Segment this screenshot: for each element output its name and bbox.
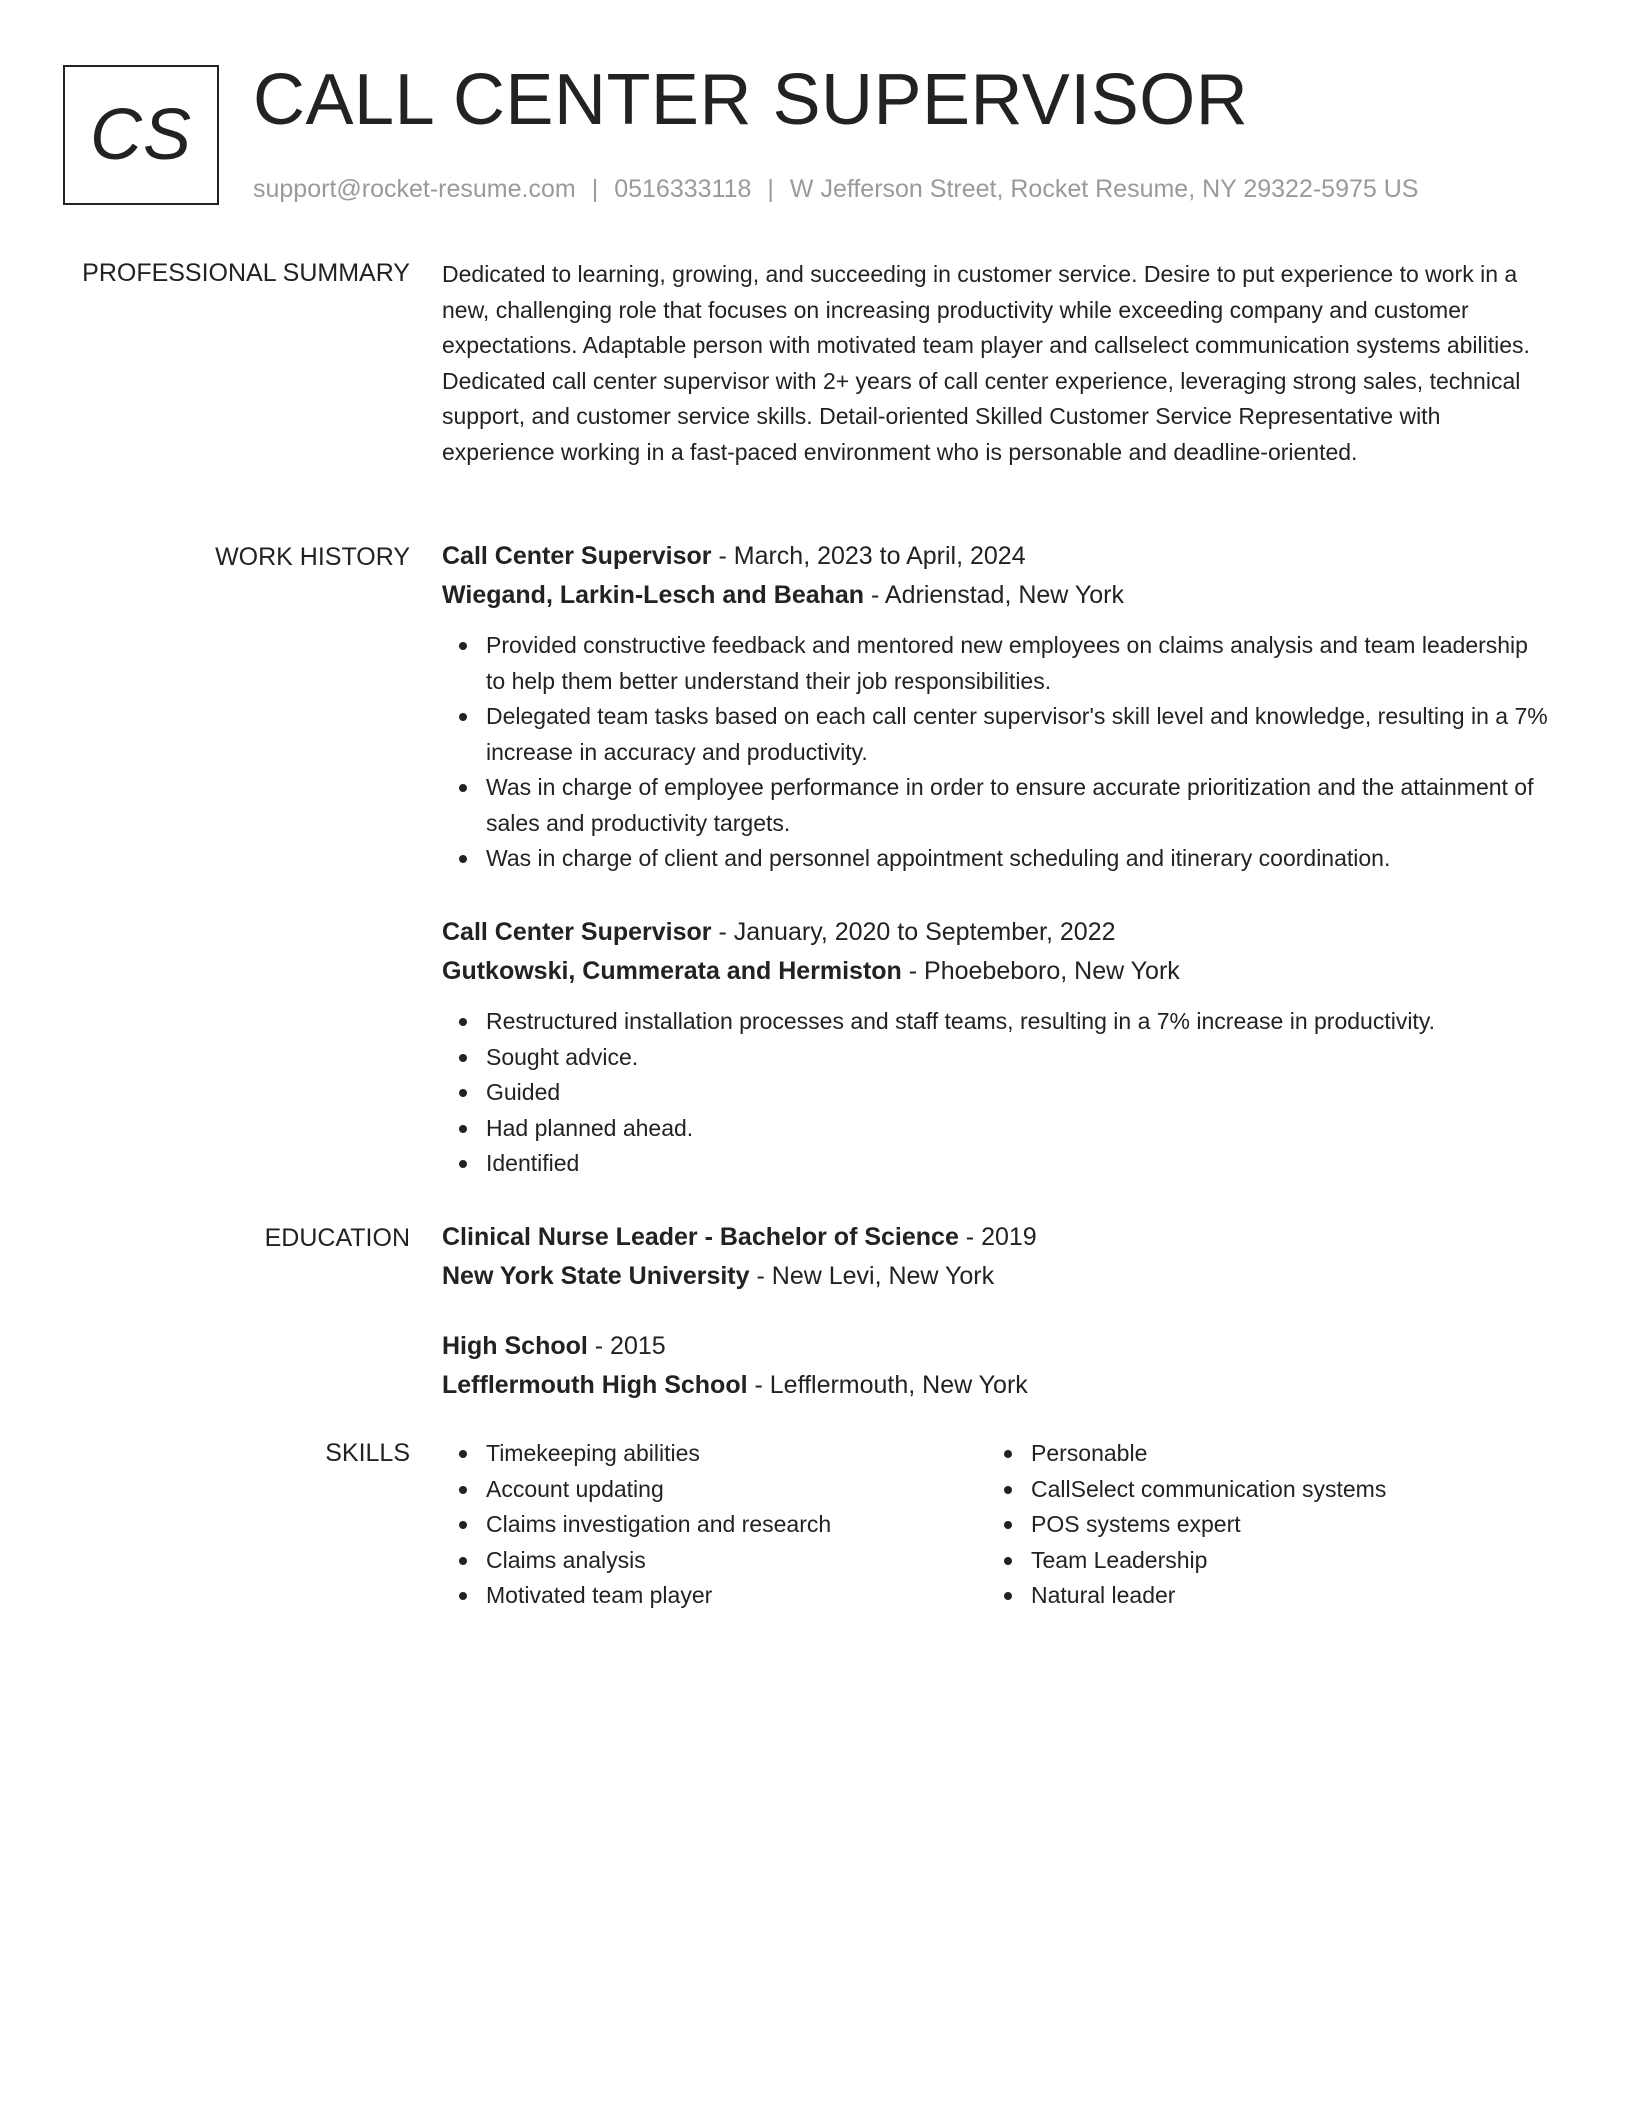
education-entry xyxy=(442,1327,1552,1405)
job-bullets xyxy=(442,1004,1552,1182)
contact-email: support@rocket-resume.com xyxy=(253,175,576,203)
skill-item: Motivated team player xyxy=(442,1578,982,1614)
resume-title: CALL CENTER SUPERVISOR xyxy=(253,60,1249,140)
monogram-initials: CS xyxy=(89,95,193,175)
job-dates: - March, 2023 to April, 2024 xyxy=(711,542,1026,570)
job-bullets xyxy=(442,628,1552,877)
job-bullet: Identified xyxy=(442,1146,1552,1182)
employer-location: - Phoebeboro, New York xyxy=(901,957,1180,985)
school-line xyxy=(442,1257,1552,1296)
school-location: - Lefflermouth, New York xyxy=(747,1371,1028,1399)
section-label-education: EDUCATION xyxy=(264,1224,410,1252)
job-bullet: Was in charge of client and personnel appointment scheduling and itinerary coordination. xyxy=(442,841,1552,877)
work-entry xyxy=(442,537,1552,877)
summary-paragraph: Dedicated to learning, growing, and succeeding in customer service. Desire to put experience to work in a new, challenging role that focuses on increasing productivity while exceeding company and customer expectations. Adaptable person with motivated team player and callselect communication systems abilities. Dedicated call center supervisor with 2+ years of call center experience, leveraging strong sales, technical support, and customer service skills. Detail-oriented Skilled Customer Service Representative with experience working in a fast-paced environment who is personable and deadline-oriented. xyxy=(442,261,1530,465)
job-bullet: Delegated team tasks based on each call center supervisor's skill level and knowledge, resulting in a 7% increase in accuracy and productivity. xyxy=(442,699,1552,770)
job-title-line xyxy=(442,913,1552,952)
skill-item: Claims analysis xyxy=(442,1543,982,1579)
contact-line xyxy=(253,172,1418,206)
skills-bullets xyxy=(987,1436,1527,1614)
section-label-skills: SKILLS xyxy=(325,1439,410,1467)
degree-name: Clinical Nurse Leader - Bachelor of Science xyxy=(442,1223,959,1251)
job-dates: - January, 2020 to September, 2022 xyxy=(711,918,1116,946)
skill-item: Team Leadership xyxy=(987,1543,1527,1579)
contact-phone: 0516333118 xyxy=(614,175,752,203)
skill-item: Natural leader xyxy=(987,1578,1527,1614)
employer-line xyxy=(442,576,1552,615)
skill-item: Personable xyxy=(987,1436,1527,1472)
skills-list xyxy=(442,1436,1552,1636)
job-title: Call Center Supervisor xyxy=(442,542,712,570)
section-label-summary: PROFESSIONAL SUMMARY xyxy=(82,259,410,287)
skill-item: Account updating xyxy=(442,1472,982,1508)
job-bullet: Provided constructive feedback and mentored new employees on claims analysis and team leadership to help them better understand their job responsibilities. xyxy=(442,628,1552,699)
employer-name: Gutkowski, Cummerata and Hermiston xyxy=(442,957,902,985)
skill-item: POS systems expert xyxy=(987,1507,1527,1543)
job-bullet: Guided xyxy=(442,1075,1552,1111)
contact-address: W Jefferson Street, Rocket Resume, NY 29322-5975 US xyxy=(789,175,1419,203)
skill-item: Claims investigation and research xyxy=(442,1507,982,1543)
skills-column-right xyxy=(987,1436,1527,1614)
education-entry xyxy=(442,1218,1552,1296)
degree-year: - 2015 xyxy=(587,1332,666,1360)
degree-line xyxy=(442,1327,1552,1366)
degree-line xyxy=(442,1218,1552,1257)
job-bullet: Had planned ahead. xyxy=(442,1111,1552,1147)
job-bullet: Was in charge of employee performance in order to ensure accurate prioritization and the attainment of sales and productivity targets. xyxy=(442,770,1552,841)
school-name: Lefflermouth High School xyxy=(442,1371,748,1399)
monogram-box xyxy=(63,65,219,205)
skills-bullets xyxy=(442,1436,982,1614)
skills-column-left xyxy=(442,1436,982,1614)
contact-separator: | xyxy=(767,175,774,203)
skill-item: Timekeeping abilities xyxy=(442,1436,982,1472)
contact-separator: | xyxy=(591,175,599,203)
degree-name: High School xyxy=(442,1332,588,1360)
school-name: New York State University xyxy=(442,1262,750,1290)
employer-name: Wiegand, Larkin-Lesch and Beahan xyxy=(442,581,865,609)
skill-item: CallSelect communication systems xyxy=(987,1472,1527,1508)
work-entry xyxy=(442,913,1552,1182)
job-title: Call Center Supervisor xyxy=(442,918,712,946)
school-line xyxy=(442,1366,1552,1405)
employer-line xyxy=(442,952,1552,991)
employer-location: - Adrienstad, New York xyxy=(864,581,1124,609)
job-bullet: Sought advice. xyxy=(442,1040,1552,1076)
school-location: - New Levi, New York xyxy=(749,1262,995,1290)
job-title-line xyxy=(442,537,1552,576)
section-label-work: WORK HISTORY xyxy=(215,543,410,571)
job-bullet: Restructured installation processes and staff teams, resulting in a 7% increase in productivity. xyxy=(442,1004,1552,1040)
degree-year: - 2019 xyxy=(958,1223,1037,1251)
